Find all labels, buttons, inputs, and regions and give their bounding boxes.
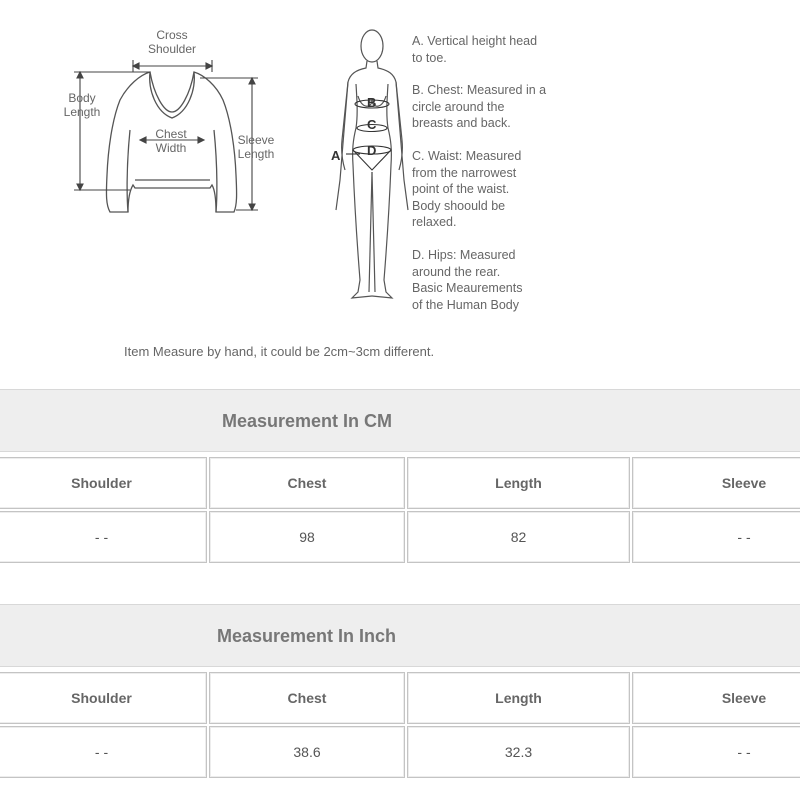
cm-value-shoulder: - - (0, 511, 207, 563)
cross-shoulder-label: Cross Shoulder (147, 28, 197, 56)
inch-header-chest: Chest (209, 672, 405, 724)
inch-header-length: Length (407, 672, 630, 724)
legend-item-a: A. Vertical height head to toe. (412, 34, 538, 65)
cm-header-shoulder: Shoulder (0, 457, 207, 509)
figure-letter-d: D (367, 143, 377, 158)
cm-value-sleeve: - - (632, 511, 800, 563)
cm-table-title: Measurement In CM (222, 411, 393, 431)
cm-table (0, 389, 800, 569)
inch-table-header (0, 604, 800, 667)
body-figure-illustration (0, 0, 800, 330)
inch-value-chest: 38.6 (209, 726, 405, 778)
cm-header-chest: Chest (209, 457, 405, 509)
cm-table-header (0, 389, 800, 452)
inch-value-shoulder: - - (0, 726, 207, 778)
inch-header-sleeve: Sleeve (632, 672, 800, 724)
cm-value-length: 82 (407, 511, 630, 563)
inch-table-title: Measurement In Inch (217, 626, 397, 646)
legend-item-b: B. Chest: Measured in a circle around the breasts and back. (412, 83, 547, 130)
chest-width-label: Chest Width (155, 127, 187, 155)
cm-header-sleeve: Sleeve (632, 457, 800, 509)
inch-header-shoulder: Shoulder (0, 672, 207, 724)
figure-letter-c: C (367, 117, 377, 132)
inch-value-length: 32.3 (407, 726, 630, 778)
legend-item-d: D. Hips: Measured around the rear. Basic Meaurements of the Human Body (412, 248, 523, 312)
body-length-label: Body Length (63, 91, 101, 119)
legend-item-c: C. Waist: Measured from the narrowest point of the waist. Body shoould be relaxed. (412, 149, 522, 229)
inch-table (0, 604, 800, 794)
cm-header-length: Length (407, 457, 630, 509)
figure-letter-a: A (331, 148, 341, 163)
inch-value-sleeve: - - (632, 726, 800, 778)
cm-value-chest: 98 (209, 511, 405, 563)
figure-letter-b: B (367, 95, 377, 110)
sleeve-length-label: Sleeve Length (237, 133, 275, 161)
size-guide-diagram (0, 0, 800, 330)
measurement-note: Item Measure by hand, it could be 2cm~3cm different. (124, 344, 435, 359)
